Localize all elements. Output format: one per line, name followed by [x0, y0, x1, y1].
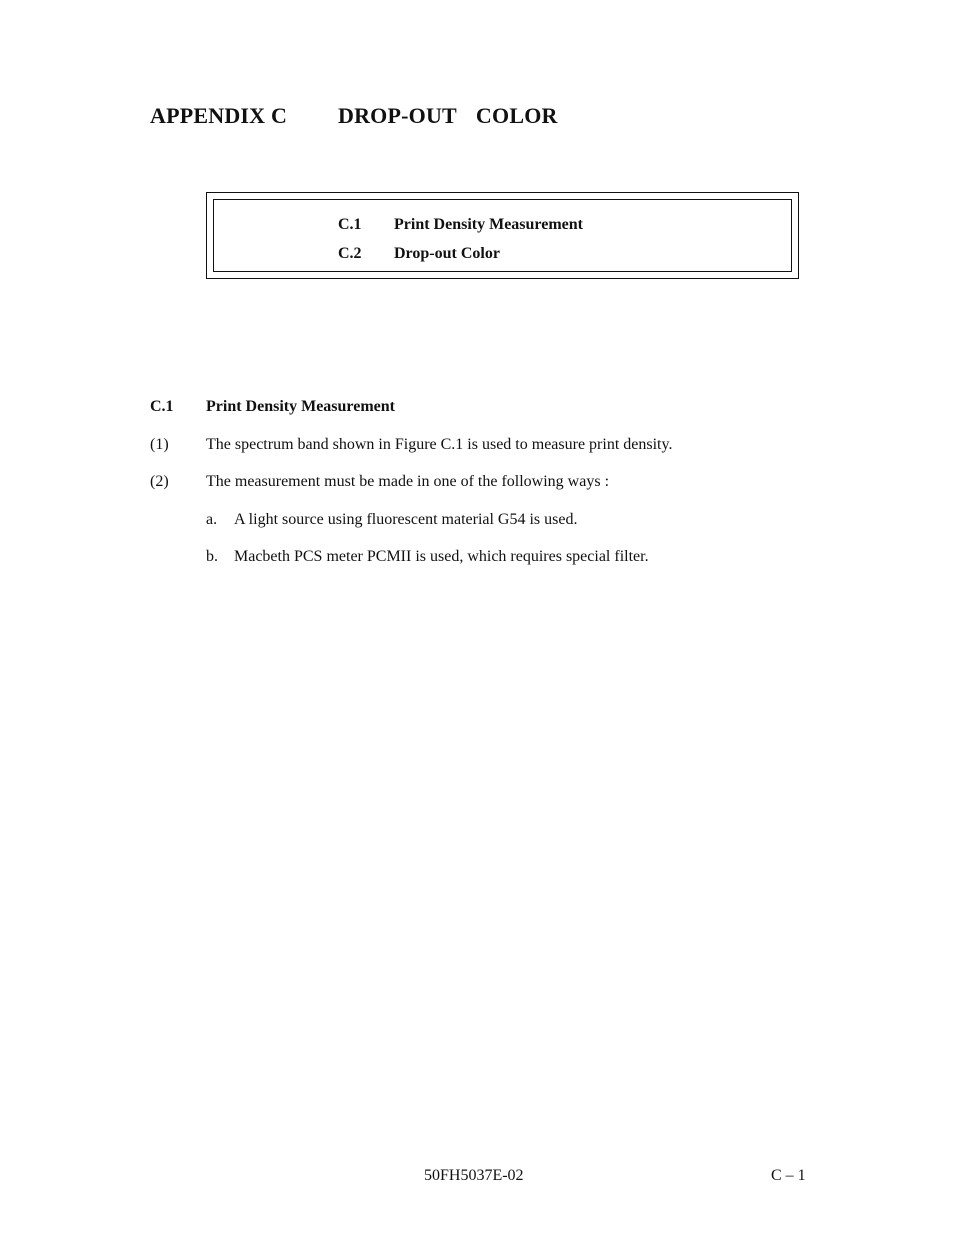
- appendix-title: DROP-OUT COLOR: [338, 103, 558, 128]
- sub-item-a-letter: a.: [206, 511, 218, 528]
- sub-item-b-text: Macbeth PCS meter PCMII is used, which requires special filter.: [234, 548, 649, 565]
- section-title: Print Density Measurement: [206, 398, 395, 415]
- section-number: C.1: [150, 398, 174, 415]
- paragraph-2-number: (2): [150, 473, 169, 490]
- paragraph-2-text: The measurement must be made in one of the following ways :: [206, 473, 610, 490]
- paragraph-1-number: (1): [150, 436, 169, 453]
- footer-page-number: C – 1: [771, 1167, 806, 1184]
- toc-item-2-number: C.2: [338, 245, 362, 262]
- footer-doc-code: 50FH5037E-02: [424, 1167, 524, 1184]
- toc-box: [206, 192, 799, 279]
- sub-item-a-text: A light source using fluorescent material G54 is used.: [234, 511, 578, 528]
- toc-inner-border: [213, 199, 792, 272]
- toc-item-2-title: Drop-out Color: [394, 245, 500, 262]
- toc-item-1-number: C.1: [338, 216, 362, 233]
- sub-item-b-letter: b.: [206, 548, 218, 565]
- appendix-label: APPENDIX C: [150, 103, 288, 128]
- paragraph-1-text: The spectrum band shown in Figure C.1 is used to measure print density.: [206, 436, 673, 453]
- toc-item-1-title: Print Density Measurement: [394, 216, 583, 233]
